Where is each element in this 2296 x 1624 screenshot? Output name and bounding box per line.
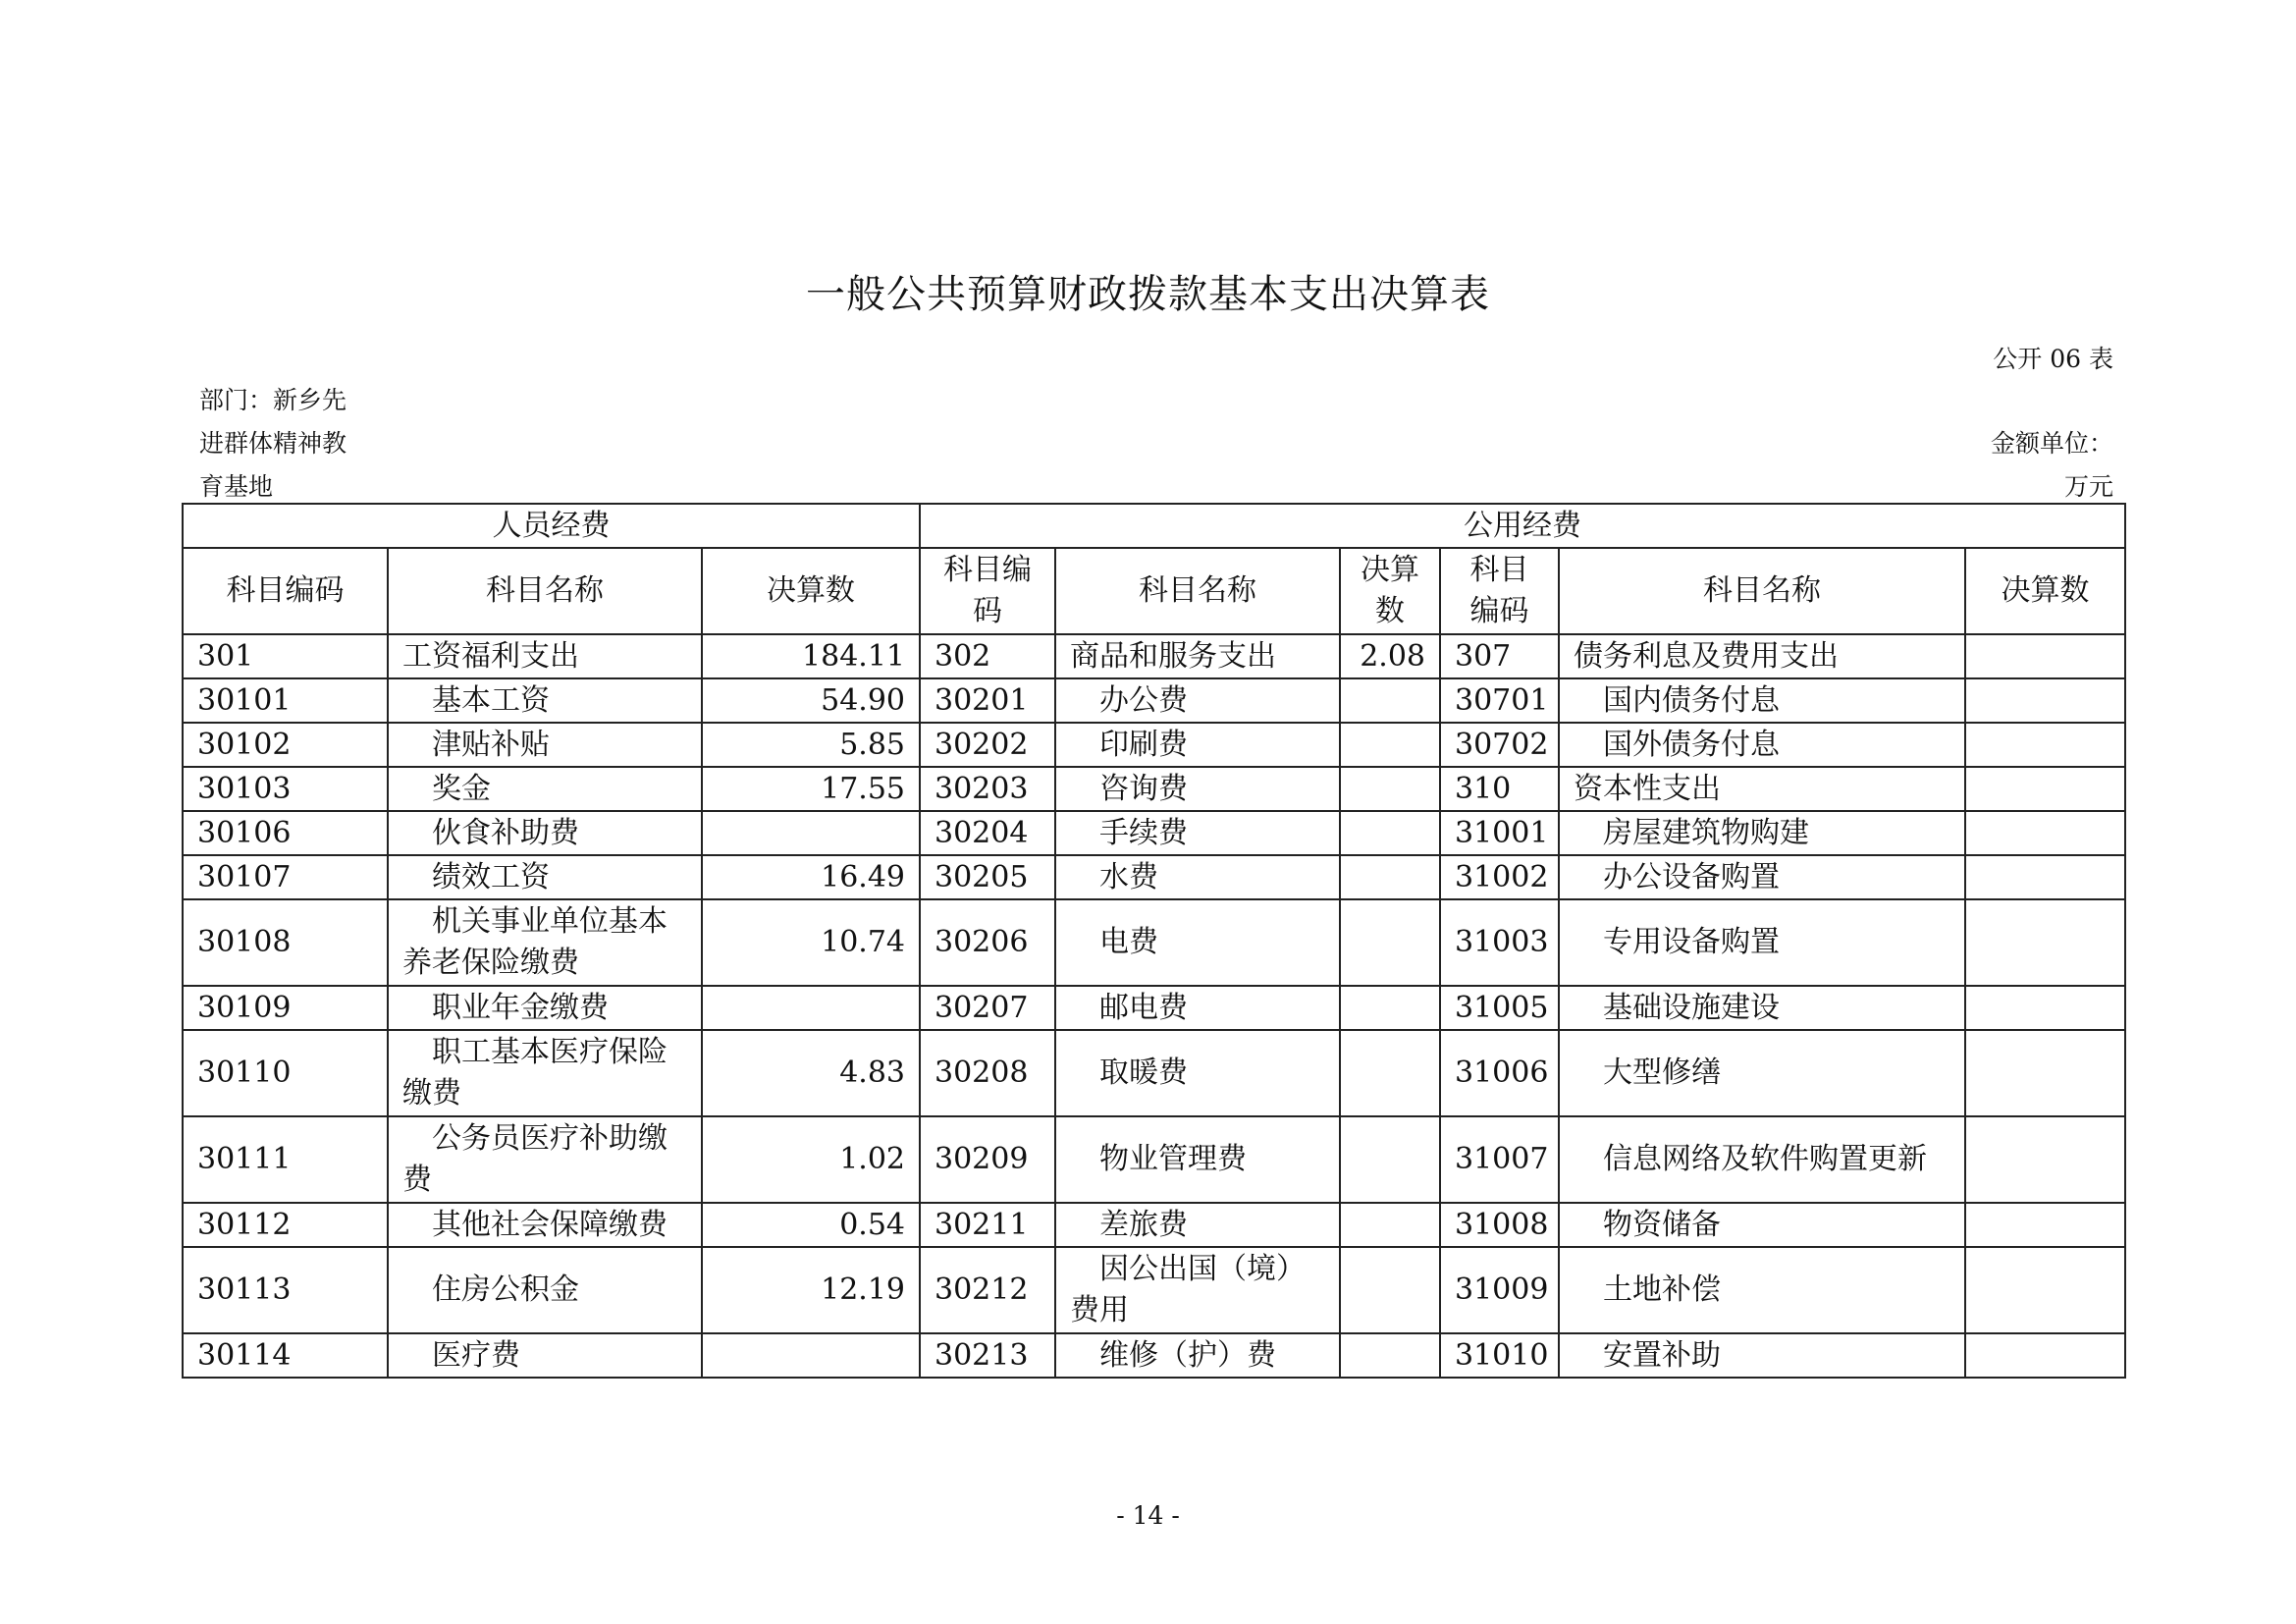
goods-code-cell: 30201 — [920, 678, 1055, 723]
goods-code-cell: 30213 — [920, 1333, 1055, 1378]
capital-name-cell: 国外债务付息 — [1559, 723, 1965, 767]
capital-code-cell: 31009 — [1440, 1247, 1559, 1333]
expenditure-table — [182, 503, 2126, 1379]
goods-code-cell: 30212 — [920, 1247, 1055, 1333]
header-line: 数 — [1375, 594, 1405, 628]
goods-code-cell: 30208 — [920, 1030, 1055, 1116]
personnel-group-header: 人员经费 — [183, 504, 920, 548]
goods-amount-cell — [1340, 811, 1440, 855]
header-line: 码 — [973, 594, 1002, 628]
capital-amount-cell — [1965, 1030, 2125, 1116]
personnel-name-cell: 工资福利支出 — [388, 634, 702, 678]
goods-code-cell: 30206 — [920, 899, 1055, 986]
capital-code-cell: 31005 — [1440, 986, 1559, 1030]
table-row — [183, 811, 2125, 855]
capital-code-cell: 31006 — [1440, 1030, 1559, 1116]
personnel-name-cell: 职业年金缴费 — [388, 986, 702, 1030]
goods-amount-cell — [1340, 1030, 1440, 1116]
personnel-name-cell: 医疗费 — [388, 1333, 702, 1378]
goods-code-cell: 30211 — [920, 1203, 1055, 1247]
goods-amount-cell — [1340, 855, 1440, 899]
goods-name-cell: 商品和服务支出 — [1055, 634, 1340, 678]
goods-name-cell: 物业管理费 — [1055, 1116, 1340, 1203]
table-row — [183, 986, 2125, 1030]
goods-code-cell: 30204 — [920, 811, 1055, 855]
goods-amount-cell — [1340, 1333, 1440, 1378]
personnel-name-cell: 职工基本医疗保险缴费 — [388, 1030, 702, 1116]
header-line: 科目编 — [943, 553, 1032, 587]
personnel-amount-cell: 16.49 — [702, 855, 920, 899]
col-header-amount: 决算数 — [702, 548, 920, 634]
capital-name-cell: 大型修缮 — [1559, 1030, 1965, 1116]
personnel-amount-cell — [702, 986, 920, 1030]
header-line: 科目 — [1469, 553, 1529, 587]
table-row — [183, 678, 2125, 723]
goods-name-cell: 取暖费 — [1055, 1030, 1340, 1116]
table-row — [183, 723, 2125, 767]
goods-name-cell: 因公出国（境）费用 — [1055, 1247, 1340, 1333]
table-row — [183, 1203, 2125, 1247]
capital-name-cell: 土地补偿 — [1559, 1247, 1965, 1333]
goods-amount-cell — [1340, 986, 1440, 1030]
goods-name-cell: 办公费 — [1055, 678, 1340, 723]
personnel-amount-cell: 184.11 — [702, 634, 920, 678]
capital-name-cell: 资本性支出 — [1559, 767, 1965, 811]
capital-code-cell: 307 — [1440, 634, 1559, 678]
personnel-code-cell: 301 — [183, 634, 388, 678]
capital-code-cell: 31001 — [1440, 811, 1559, 855]
personnel-amount-cell: 5.85 — [702, 723, 920, 767]
header-line: 决算 — [1361, 553, 1419, 587]
personnel-code-cell: 30101 — [183, 678, 388, 723]
personnel-name-cell: 其他社会保障缴费 — [388, 1203, 702, 1247]
unit-line: 金额单位： — [1990, 429, 2113, 458]
capital-amount-cell — [1965, 723, 2125, 767]
capital-amount-cell — [1965, 1203, 2125, 1247]
goods-name-cell: 咨询费 — [1055, 767, 1340, 811]
personnel-code-cell: 30102 — [183, 723, 388, 767]
personnel-amount-cell: 1.02 — [702, 1116, 920, 1203]
goods-code-cell: 30202 — [920, 723, 1055, 767]
capital-name-cell: 物资储备 — [1559, 1203, 1965, 1247]
capital-amount-cell — [1965, 634, 2125, 678]
capital-code-cell: 31008 — [1440, 1203, 1559, 1247]
header-line: 编码 — [1469, 594, 1529, 628]
department-label — [199, 379, 347, 509]
capital-name-cell: 专用设备购置 — [1559, 899, 1965, 986]
col-header-name: 科目名称 — [1559, 548, 1965, 634]
personnel-name-cell: 奖金 — [388, 767, 702, 811]
personnel-code-cell: 30108 — [183, 899, 388, 986]
personnel-amount-cell: 10.74 — [702, 899, 920, 986]
table-row — [183, 855, 2125, 899]
goods-name-cell: 电费 — [1055, 899, 1340, 986]
goods-amount-cell — [1340, 1203, 1440, 1247]
capital-amount-cell — [1965, 678, 2125, 723]
group-header-row — [183, 504, 2125, 548]
goods-amount-cell — [1340, 899, 1440, 986]
personnel-code-cell: 30107 — [183, 855, 388, 899]
capital-code-cell: 30701 — [1440, 678, 1559, 723]
page-title: 一般公共预算财政拨款基本支出决算表 — [806, 272, 1490, 317]
table-row — [183, 1333, 2125, 1378]
capital-amount-cell — [1965, 986, 2125, 1030]
col-header-code — [1440, 548, 1559, 634]
personnel-name-cell: 津贴补贴 — [388, 723, 702, 767]
personnel-name-cell: 基本工资 — [388, 678, 702, 723]
capital-amount-cell — [1965, 855, 2125, 899]
goods-code-cell: 302 — [920, 634, 1055, 678]
capital-code-cell: 31003 — [1440, 899, 1559, 986]
personnel-name-cell: 伙食补助费 — [388, 811, 702, 855]
capital-name-cell: 债务利息及费用支出 — [1559, 634, 1965, 678]
goods-name-cell: 印刷费 — [1055, 723, 1340, 767]
personnel-amount-cell: 12.19 — [702, 1247, 920, 1333]
capital-amount-cell — [1965, 899, 2125, 986]
dept-line: 育基地 — [199, 472, 274, 501]
capital-name-cell: 房屋建筑物购建 — [1559, 811, 1965, 855]
capital-name-cell: 信息网络及软件购置更新 — [1559, 1116, 1965, 1203]
dept-line: 部门：新乡先 — [199, 386, 347, 414]
goods-amount-cell — [1340, 1247, 1440, 1333]
personnel-amount-cell — [702, 811, 920, 855]
public-group-header: 公用经费 — [920, 504, 2125, 548]
col-header-code: 科目编码 — [183, 548, 388, 634]
capital-code-cell: 31007 — [1440, 1116, 1559, 1203]
goods-name-cell: 维修（护）费 — [1055, 1333, 1340, 1378]
goods-amount-cell — [1340, 723, 1440, 767]
column-header-row — [183, 548, 2125, 634]
amount-unit-label — [1991, 422, 2113, 509]
table-row — [183, 899, 2125, 986]
goods-name-cell: 邮电费 — [1055, 986, 1340, 1030]
goods-code-cell: 30207 — [920, 986, 1055, 1030]
goods-amount-cell — [1340, 1116, 1440, 1203]
goods-amount-cell — [1340, 767, 1440, 811]
capital-amount-cell — [1965, 1247, 2125, 1333]
personnel-amount-cell: 54.90 — [702, 678, 920, 723]
capital-amount-cell — [1965, 1116, 2125, 1203]
goods-code-cell: 30205 — [920, 855, 1055, 899]
col-header-amount: 决算数 — [1965, 548, 2125, 634]
table-row — [183, 1116, 2125, 1203]
goods-code-cell: 30203 — [920, 767, 1055, 811]
col-header-name: 科目名称 — [388, 548, 702, 634]
goods-name-cell: 水费 — [1055, 855, 1340, 899]
personnel-name-cell: 住房公积金 — [388, 1247, 702, 1333]
col-header-name: 科目名称 — [1055, 548, 1340, 634]
goods-amount-cell — [1340, 678, 1440, 723]
goods-name-cell: 手续费 — [1055, 811, 1340, 855]
form-number: 公开 06 表 — [1993, 345, 2113, 373]
goods-name-cell: 差旅费 — [1055, 1203, 1340, 1247]
table-row — [183, 634, 2125, 678]
goods-code-cell: 30209 — [920, 1116, 1055, 1203]
goods-amount-cell: 2.08 — [1340, 634, 1440, 678]
personnel-code-cell: 30103 — [183, 767, 388, 811]
personnel-code-cell: 30113 — [183, 1247, 388, 1333]
personnel-code-cell: 30110 — [183, 1030, 388, 1116]
capital-amount-cell — [1965, 767, 2125, 811]
col-header-code — [920, 548, 1055, 634]
capital-code-cell: 310 — [1440, 767, 1559, 811]
personnel-code-cell: 30109 — [183, 986, 388, 1030]
capital-name-cell: 办公设备购置 — [1559, 855, 1965, 899]
personnel-name-cell: 机关事业单位基本养老保险缴费 — [388, 899, 702, 986]
personnel-amount-cell: 4.83 — [702, 1030, 920, 1116]
personnel-code-cell: 30106 — [183, 811, 388, 855]
personnel-name-cell: 公务员医疗补助缴费 — [388, 1116, 702, 1203]
personnel-code-cell: 30111 — [183, 1116, 388, 1203]
capital-name-cell: 安置补助 — [1559, 1333, 1965, 1378]
table-row — [183, 1030, 2125, 1116]
capital-code-cell: 30702 — [1440, 723, 1559, 767]
personnel-amount-cell — [702, 1333, 920, 1378]
personnel-code-cell: 30112 — [183, 1203, 388, 1247]
capital-amount-cell — [1965, 1333, 2125, 1378]
personnel-amount-cell: 17.55 — [702, 767, 920, 811]
capital-amount-cell — [1965, 811, 2125, 855]
personnel-amount-cell: 0.54 — [702, 1203, 920, 1247]
capital-code-cell: 31002 — [1440, 855, 1559, 899]
personnel-code-cell: 30114 — [183, 1333, 388, 1378]
capital-name-cell: 国内债务付息 — [1559, 678, 1965, 723]
col-header-amount — [1340, 548, 1440, 634]
capital-code-cell: 31010 — [1440, 1333, 1559, 1378]
capital-name-cell: 基础设施建设 — [1559, 986, 1965, 1030]
table-row — [183, 767, 2125, 811]
page-number: - 14 - — [1116, 1501, 1180, 1530]
personnel-name-cell: 绩效工资 — [388, 855, 702, 899]
unit-line: 万元 — [2063, 472, 2113, 501]
dept-line: 进群体精神教 — [199, 429, 347, 458]
table-row — [183, 1247, 2125, 1333]
